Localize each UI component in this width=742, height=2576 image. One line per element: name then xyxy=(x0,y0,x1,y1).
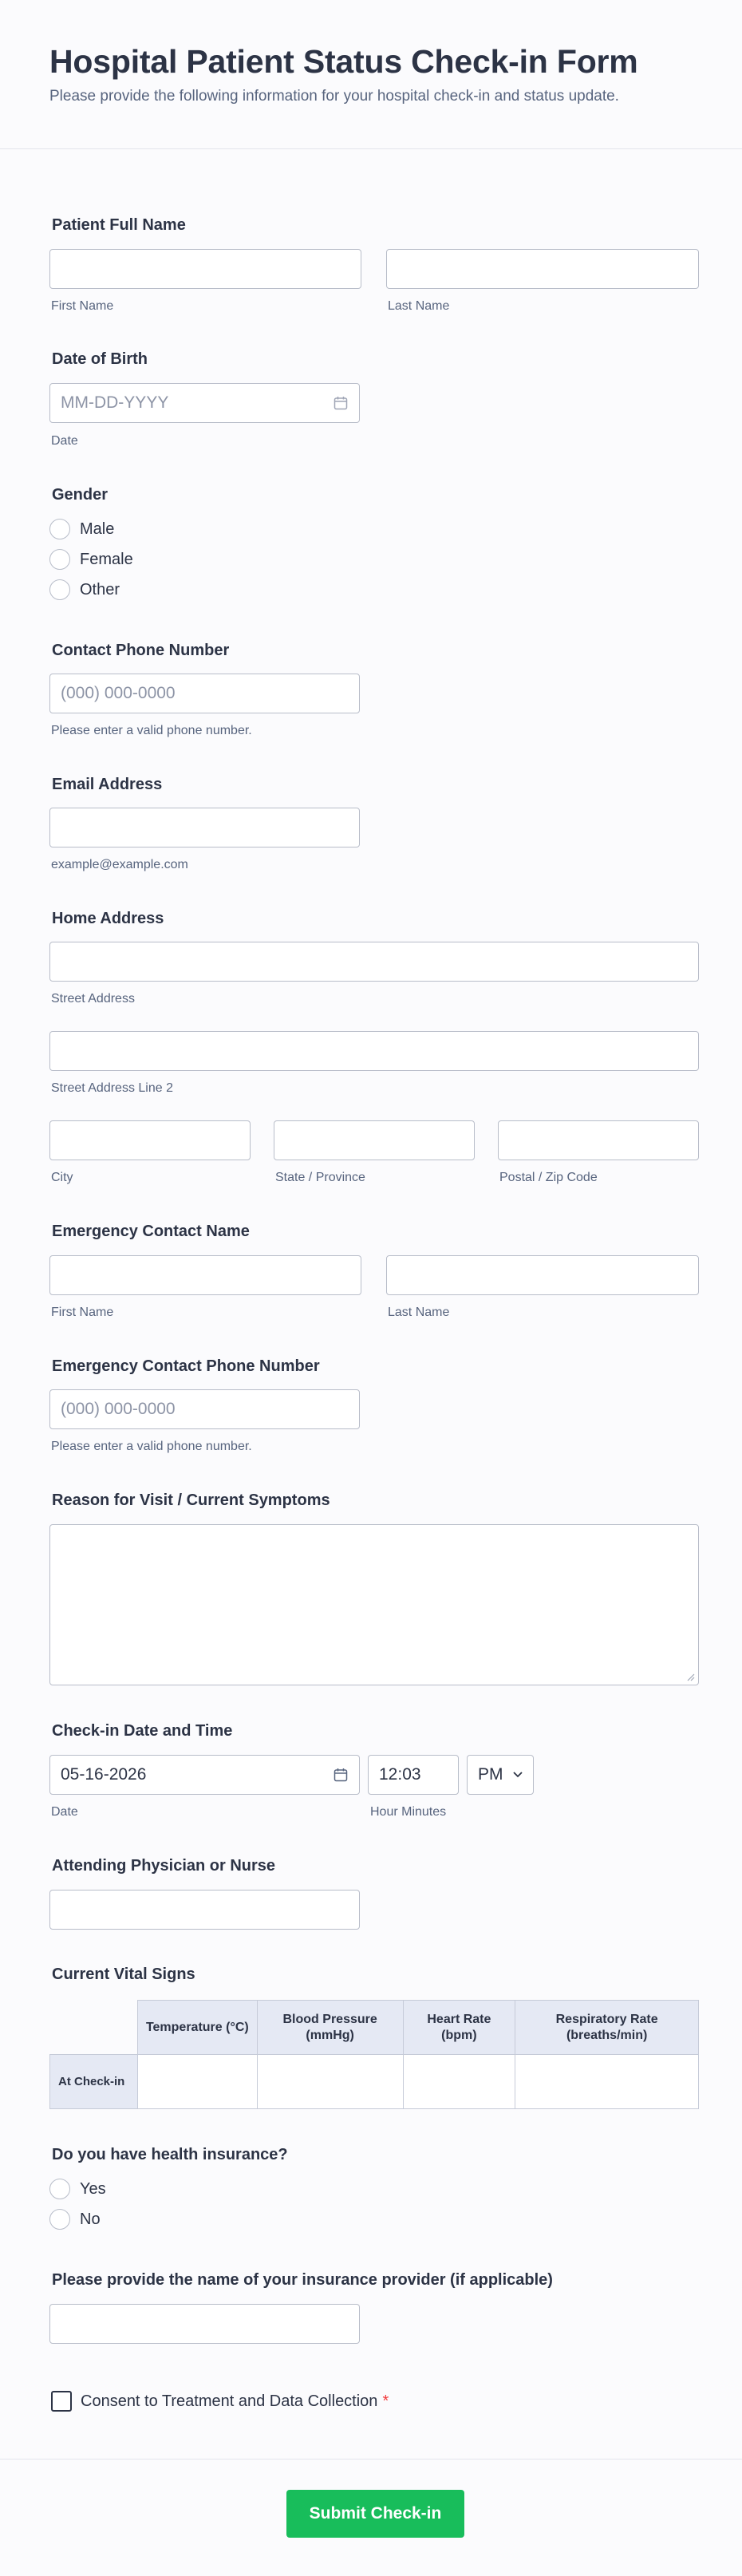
gender-male-label: Male xyxy=(80,520,115,538)
submit-button[interactable]: Submit Check-in xyxy=(286,2490,464,2538)
gender-label: Gender xyxy=(52,486,109,504)
emergency-first-name-sublabel: First Name xyxy=(51,1306,114,1319)
patient-name-label: Patient Full Name xyxy=(52,216,186,234)
ampm-value: PM xyxy=(478,1765,503,1784)
resize-handle-icon[interactable] xyxy=(685,1672,695,1681)
dob-placeholder: MM-DD-YYYY xyxy=(61,393,169,412)
zip-input[interactable] xyxy=(498,1120,699,1160)
state-sublabel: State / Province xyxy=(275,1171,365,1184)
vitals-row-label: At Check-in xyxy=(50,2055,138,2109)
email-sublabel: example@example.com xyxy=(51,858,188,871)
physician-input[interactable] xyxy=(49,1890,360,1930)
insurance-yes-label: Yes xyxy=(80,2179,106,2198)
street-address-input[interactable] xyxy=(49,942,699,982)
table-row xyxy=(50,2055,699,2109)
patient-last-name-sublabel: Last Name xyxy=(388,299,450,313)
patient-last-name-input[interactable] xyxy=(386,249,699,289)
insurance-option-yes[interactable] xyxy=(49,2179,106,2199)
consent-label: Consent to Treatment and Data Collection xyxy=(81,2392,378,2410)
radio-yes[interactable] xyxy=(49,2179,70,2199)
street-address-2-sublabel: Street Address Line 2 xyxy=(51,1081,173,1095)
checkin-time-sublabel: Hour Minutes xyxy=(370,1805,447,1819)
vitals-temperature-cell[interactable] xyxy=(137,2055,257,2109)
physician-label: Attending Physician or Nurse xyxy=(52,1857,276,1875)
zip-sublabel: Postal / Zip Code xyxy=(499,1171,598,1184)
required-mark: * xyxy=(382,2392,389,2410)
phone-sublabel: Please enter a valid phone number. xyxy=(51,724,252,737)
email-input[interactable] xyxy=(49,808,360,847)
radio-female[interactable] xyxy=(49,549,70,570)
emergency-phone-sublabel: Please enter a valid phone number. xyxy=(51,1440,252,1453)
insurance-no-label: No xyxy=(80,2210,101,2228)
ampm-select[interactable] xyxy=(467,1755,534,1795)
gender-option-male[interactable] xyxy=(49,519,114,539)
vitals-heart-rate-cell[interactable] xyxy=(403,2055,515,2109)
consent-checkbox[interactable] xyxy=(51,2391,72,2412)
street-address-sublabel: Street Address xyxy=(51,992,135,1006)
vitals-col-temperature: Temperature (°C) xyxy=(137,2001,257,2055)
reason-label: Reason for Visit / Current Symptoms xyxy=(52,1491,330,1509)
emergency-phone-placeholder: (000) 000-0000 xyxy=(61,1400,176,1418)
checkin-time-input[interactable] xyxy=(368,1755,459,1795)
consent-label-wrap xyxy=(81,2391,389,2412)
vitals-header-row xyxy=(50,2001,699,2055)
gender-option-female[interactable] xyxy=(49,549,133,570)
page-title: Hospital Patient Status Check-in Form xyxy=(49,43,638,80)
vitals-respiratory-rate-cell[interactable] xyxy=(515,2055,699,2109)
vitals-col-blood-pressure: Blood Pressure (mmHg) xyxy=(257,2001,403,2055)
gender-other-label: Other xyxy=(80,580,120,599)
radio-no[interactable] xyxy=(49,2209,70,2230)
patient-first-name-input[interactable] xyxy=(49,249,361,289)
vitals-blood-pressure-cell[interactable] xyxy=(257,2055,403,2109)
radio-other[interactable] xyxy=(49,579,70,600)
street-address-2-input[interactable] xyxy=(49,1031,699,1071)
emergency-first-name-input[interactable] xyxy=(49,1255,361,1295)
calendar-icon[interactable] xyxy=(334,396,348,410)
email-label: Email Address xyxy=(52,776,163,793)
emergency-name-label: Emergency Contact Name xyxy=(52,1223,250,1240)
chevron-down-icon xyxy=(513,1772,523,1778)
city-input[interactable] xyxy=(49,1120,251,1160)
phone-placeholder: (000) 000-0000 xyxy=(61,684,176,702)
dob-input[interactable] xyxy=(49,383,360,423)
vitals-col-heart-rate: Heart Rate (bpm) xyxy=(403,2001,515,2055)
emergency-last-name-input[interactable] xyxy=(386,1255,699,1295)
address-label: Home Address xyxy=(52,910,164,927)
gender-female-label: Female xyxy=(80,550,133,568)
checkin-date-sublabel: Date xyxy=(51,1805,78,1819)
vitals-table xyxy=(49,2000,699,2109)
emergency-phone-input[interactable] xyxy=(49,1389,360,1429)
checkin-date-value: 05-16-2026 xyxy=(61,1765,147,1784)
provider-label: Please provide the name of your insurance provider (if applicable) xyxy=(52,2271,553,2289)
state-input[interactable] xyxy=(274,1120,475,1160)
page-subtitle: Please provide the following information for your hospital check-in and status update. xyxy=(49,88,619,105)
emergency-last-name-sublabel: Last Name xyxy=(388,1306,450,1319)
gender-option-other[interactable] xyxy=(49,579,120,600)
vitals-col-respiratory-rate: Respiratory Rate (breaths/min) xyxy=(515,2001,699,2055)
vitals-label: Current Vital Signs xyxy=(52,1966,195,1983)
checkin-label: Check-in Date and Time xyxy=(52,1722,233,1740)
calendar-icon[interactable] xyxy=(334,1768,348,1782)
reason-textarea[interactable] xyxy=(49,1524,699,1685)
insurance-option-no[interactable] xyxy=(49,2209,101,2230)
radio-male[interactable] xyxy=(49,519,70,539)
patient-first-name-sublabel: First Name xyxy=(51,299,114,313)
phone-input[interactable] xyxy=(49,674,360,713)
city-sublabel: City xyxy=(51,1171,73,1184)
form-header xyxy=(0,0,742,149)
dob-sublabel: Date xyxy=(51,434,78,448)
vitals-corner-cell xyxy=(50,2001,138,2055)
checkin-time-value: 12:03 xyxy=(379,1765,421,1784)
provider-input[interactable] xyxy=(49,2304,360,2344)
insurance-label: Do you have health insurance? xyxy=(52,2146,288,2163)
checkin-date-input[interactable] xyxy=(49,1755,360,1795)
emergency-phone-label: Emergency Contact Phone Number xyxy=(52,1357,320,1375)
phone-label: Contact Phone Number xyxy=(52,642,230,659)
dob-label: Date of Birth xyxy=(52,350,148,368)
